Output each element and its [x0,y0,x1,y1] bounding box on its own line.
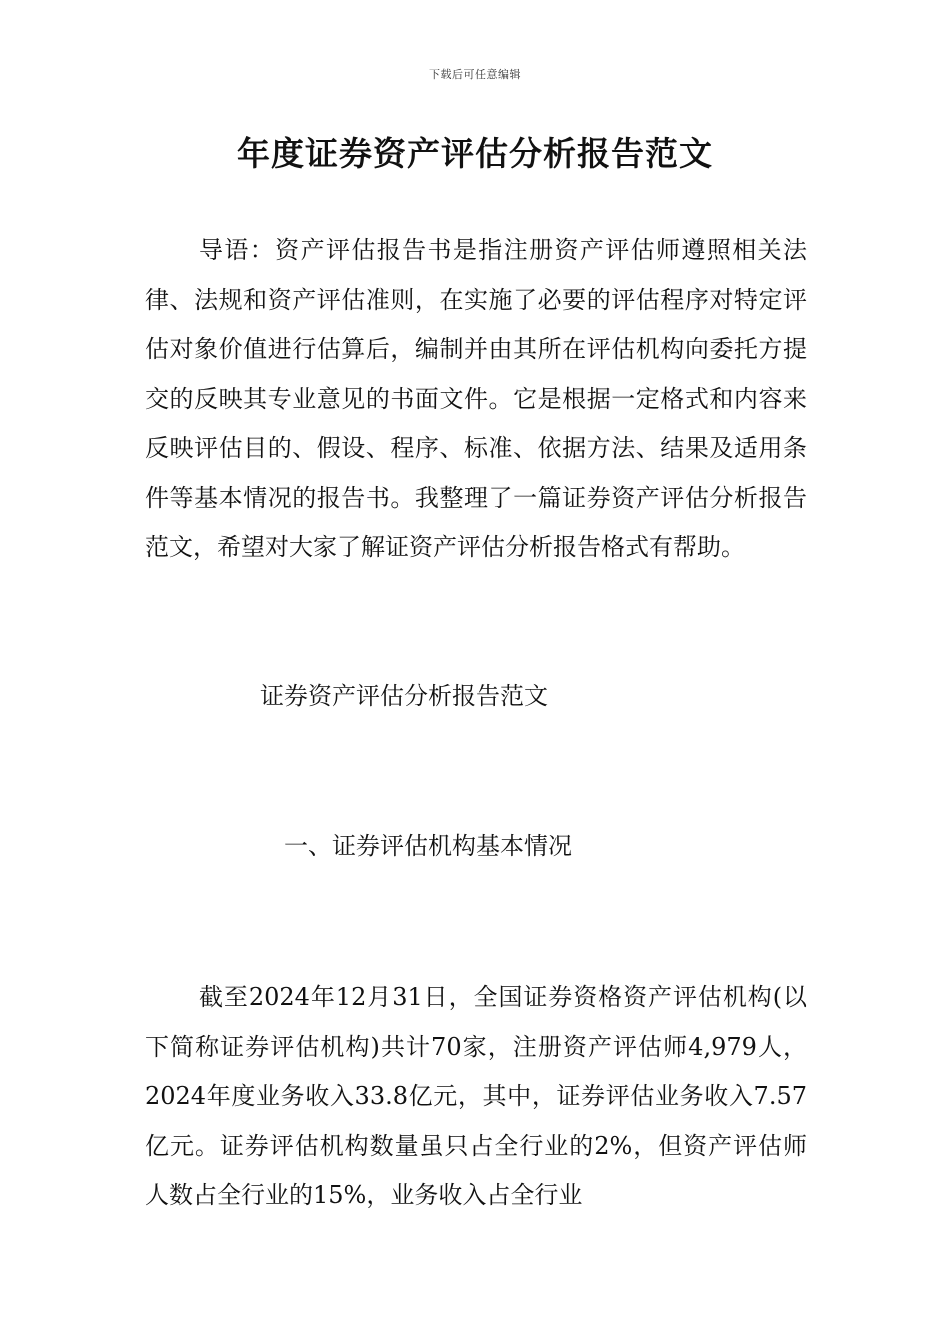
header-note: 下载后可任意编辑 [429,68,521,81]
document-title: 年度证券资产评估分析报告范文 [237,134,713,173]
report-subtitle: 证券资产评估分析报告范文 [260,682,548,710]
intro-paragraph: 导语：资产评估报告书是指注册资产评估师遵照相关法律、法规和资产评估准则，在实施了必要的评估程序对特定评估对象价值进行估算后，编制并由其所在评估机构向委托方提交的反映其专业意见的书面文件。它是根据一定格式和内容来反映评估目的、假设、程序、标准、依据方法、结果及适用条件等基本情况的报告书。我整理了一篇证券资产评估分析报告范文，希望对大家了解证资产评估分析报告格式有帮助。 [145,236,807,561]
section-1-paragraph: 截至2024年12月31日，全国证券资格资产评估机构(以下简称证券评估机构)共计70家，注册资产评估师4,979人，2024年度业务收入33.8亿元，其中，证券评估业务收入7.57亿元。证券评估机构数量虽只占全行业的2%，但资产评估师人数占全行业的15%，业务收入占全行业 [145,983,807,1209]
section-heading-1: 一、证券评估机构基本情况 [284,832,572,860]
